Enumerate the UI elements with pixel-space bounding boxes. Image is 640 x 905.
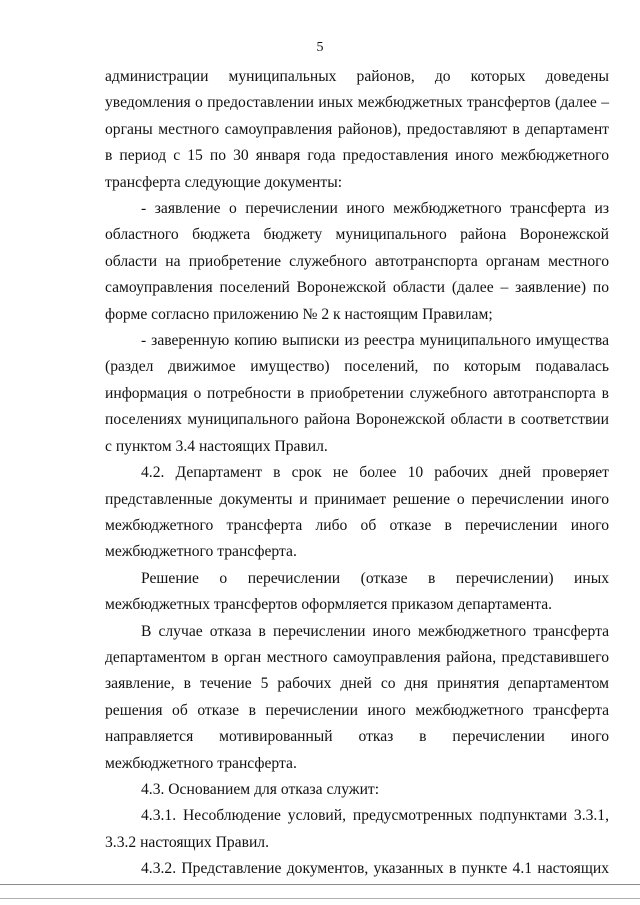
paragraph-4-3-1: 4.3.1. Несоблюдение условий, предусмотренных подпунктами 3.3.1, 3.3.2 настоящих Правил. <box>105 807 609 851</box>
paragraph-application-item: - заявление о перечислении иного межбюджетного трансферта из областного бюджета бюджету муниципального района Воронежской области на приобретение служебного автотранспорта органам местного самоуправления поселений Воронежской области (далее – заявление) по форме согласно приложению № 2 к настоящим Правилам; <box>105 200 609 323</box>
paragraph-refusal: В случае отказа в перечислении иного межбюджетного трансферта департаментом в орган местного самоуправления района, представившего заявление, в течение 5 рабочих дней со дня принятия департаментом решения об отказе в перечислении иного межбюджетного трансферта направляется мотивированный отказ в перечислении иного межбюджетного трансферта. <box>105 622 609 772</box>
paragraph-4-2: 4.2. Департамент в срок не более 10 рабочих дней проверяет представленные документы и принимает решение о перечислении иного межбюджетного трансферта либо об отказе в перечислении иного межбюджетного трансферта. <box>105 464 609 561</box>
paragraph-registry-copy-item: - заверенную копию выписки из реестра муниципального имущества (раздел движимое имущество) поселений, по которым подавалась информация о потребности в приобретении служебного автотранспорта в поселениях муниципального района Воронежской области в соответствии с пунктом 3.4 настоящих Правил. <box>105 332 609 455</box>
paragraph-continuation: администрации муниципальных районов, до которых доведены уведомления о предоставлении иных межбюджетных трансфертов (далее – органы местного самоуправления районов), предоставляют в департамент в период с 15 по 30 января года предоставления иного межбюджетного трансферта следующие документы: <box>105 68 609 191</box>
paragraph-decision: Решение о перечислении (отказе в перечислении) иных межбюджетных трансфертов оформляется приказом департамента. <box>105 569 609 614</box>
paragraph-4-3: 4.3. Основанием для отказа служит: <box>141 780 380 798</box>
bottom-edge-line <box>0 898 640 899</box>
paragraph-4-3-2: 4.3.2. Представление документов, указанных в пункте 4.1 настоящих <box>141 860 609 878</box>
page-number: 5 <box>316 40 324 55</box>
bottom-divider <box>0 884 640 885</box>
document-body <box>105 64 609 882</box>
